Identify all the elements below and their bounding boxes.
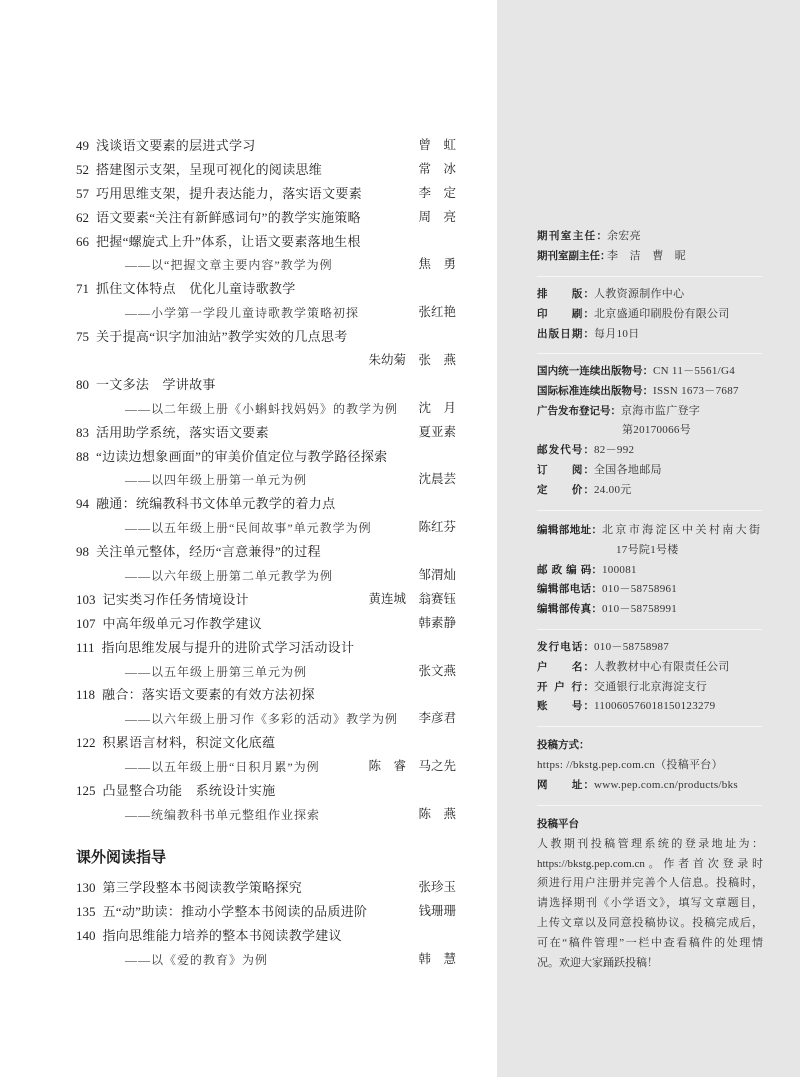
article-title: 把握“螺旋式上升”体系，让语文要素落地生根 [96, 233, 361, 249]
article-title: 抓住文体特点 优化儿童诗歌教学 [96, 281, 296, 297]
toc-entry [76, 683, 456, 731]
platform-text-line: 人教期刊投稿管理系统的登录地址为： [537, 837, 763, 850]
masthead-row [537, 247, 763, 267]
toc-subtitle-line [76, 755, 456, 779]
toc-title-line [76, 325, 456, 349]
toc-title-line [76, 900, 456, 924]
article-subtitle: ——以二年级上册《小蝌蚪找妈妈》的教学为例 [125, 401, 399, 416]
article-author: 沈晨芸 [418, 472, 456, 487]
platform-heading: 投稿平台 [537, 818, 579, 830]
toc-title-line [76, 876, 456, 900]
page-number: 98 [76, 544, 89, 560]
masthead-row [537, 776, 763, 796]
toc-entry [76, 636, 456, 684]
masthead-value: 全国各地邮局 [594, 463, 662, 476]
divider [537, 510, 762, 511]
page-number: 83 [76, 424, 89, 440]
article-subtitle: ——以《爱的教育》为例 [125, 952, 269, 967]
masthead-value-continued: 17号院1号楼 [616, 543, 679, 556]
masthead-row [537, 305, 763, 325]
masthead-row [537, 461, 763, 481]
masthead-value: 110060576018150123279 [594, 700, 716, 713]
divider [537, 629, 762, 630]
masthead-label: 排 版： [537, 288, 594, 300]
article-title: 积累语言材料，积淀文化底蕴 [102, 735, 276, 751]
article-author: 陈 燕 [418, 806, 456, 821]
platform-text-line: 须进行用户注册并完善个人信息。投稿时， [537, 877, 763, 890]
toc-title-line [76, 277, 456, 301]
toc-subtitle-line [76, 707, 456, 731]
article-title: 一文多法 学讲故事 [96, 376, 216, 392]
toc-entry [76, 731, 456, 779]
article-title: 中高年级单元习作教学建议 [102, 615, 263, 631]
masthead-row [537, 362, 763, 382]
masthead-label: 广告发布登记号： [537, 404, 621, 417]
page-number: 140 [76, 927, 96, 943]
article-title: 关于提高“识字加油站”教学实效的几点思考 [96, 329, 348, 345]
article-title: 融通：统编教科书文体单元教学的着力点 [96, 496, 336, 512]
masthead-row [537, 402, 763, 422]
masthead-label: 编辑部电话： [537, 583, 602, 596]
toc-entry [76, 134, 456, 158]
page-number: 49 [76, 138, 89, 153]
masthead-value: 每月10日 [594, 327, 640, 340]
article-subtitle: ——以四年级上册第一单元为例 [125, 473, 308, 488]
article-subtitle: ——以五年级上册“日积月累”为例 [125, 760, 320, 775]
page-number: 135 [76, 903, 96, 919]
submission-platform [537, 815, 763, 973]
toc-title-line [76, 206, 456, 230]
article-author: 张珍玉 [418, 880, 456, 894]
masthead-row [537, 580, 763, 600]
masthead-registration [537, 362, 763, 501]
masthead-editorial [537, 521, 763, 620]
toc-entry [76, 373, 456, 421]
masthead-row [537, 697, 763, 717]
article-title: 语文要素“关注有新鲜感词句”的教学实施策略 [96, 209, 361, 225]
masthead-row [537, 521, 763, 541]
platform-text-line: 请选择期刊《小学语文》，填写文章题目， [537, 897, 763, 910]
article-author: 韩 慧 [418, 951, 456, 966]
article-author: 李彦君 [418, 711, 456, 726]
toc-title-line [76, 612, 456, 636]
platform-text-line: 上传文章以及同意投稿协议。投稿完成后， [537, 916, 763, 929]
masthead-row [537, 227, 763, 247]
toc-subtitle-line [76, 564, 456, 588]
toc-title-line [76, 924, 456, 948]
masthead-row [537, 481, 763, 501]
toc-entry [76, 876, 456, 900]
article-subtitle: ——以五年级上册“民间故事”单元教学为例 [125, 521, 372, 536]
masthead-row [537, 658, 763, 678]
masthead-label: 编辑部地址： [537, 524, 602, 536]
toc-entry [76, 182, 456, 206]
masthead-value: 82－992 [594, 444, 635, 457]
article-title: 搭建图示支架，呈现可视化的阅读思维 [96, 161, 323, 177]
masthead-label: 期刊室主任： [537, 230, 607, 242]
article-subtitle: ——统编教科书单元整组作业探索 [125, 807, 321, 822]
article-author: 张红艳 [418, 305, 456, 320]
masthead-value: 人教资源制作中心 [594, 288, 685, 300]
toc-entry [76, 588, 456, 612]
masthead-row [537, 441, 763, 461]
toc-entry [76, 900, 456, 924]
toc-entry [76, 206, 456, 230]
divider [537, 276, 762, 277]
masthead-label: 订 阅： [537, 463, 594, 476]
masthead-row [537, 678, 763, 698]
toc-subtitle-line [76, 803, 456, 827]
article-title: 指向思维发展与提升的进阶式学习活动设计 [101, 639, 355, 655]
masthead-row [537, 325, 763, 345]
article-title: 记实类习作任务情境设计 [102, 591, 249, 607]
article-title: 指向思维能力培养的整本书阅读教学建议 [102, 927, 342, 943]
article-author: 周 亮 [418, 209, 456, 224]
masthead-row [537, 561, 763, 581]
toc-title-line [76, 230, 456, 254]
toc-entry [76, 779, 456, 827]
toc-entry [76, 540, 456, 588]
section-heading: 课外阅读指导 [76, 848, 167, 866]
submission-platform-url: https: //bkstg.pep.com.cn（投稿平台） [537, 758, 723, 771]
article-author: 陈 睿 马之先 [368, 759, 456, 774]
masthead-label: 出版日期： [537, 327, 594, 340]
article-title: 凸显整合功能 系统设计实施 [102, 783, 276, 799]
masthead-value: 010－58758991 [602, 603, 678, 616]
toc-title-line [76, 182, 456, 206]
page-number: 111 [76, 639, 95, 655]
toc-title-line [76, 134, 456, 158]
page-number: 118 [76, 687, 96, 703]
masthead-value: 北京盛通印刷股份有限公司 [594, 307, 730, 320]
article-title: 五“动”助读：推动小学整本书阅读的品质进阶 [102, 903, 368, 919]
page-number: 66 [76, 233, 89, 249]
toc-entry [76, 421, 456, 445]
platform-text-line: https://bkstg.pep.com.cn。作者首次登录时 [537, 857, 763, 870]
page-number: 75 [76, 329, 89, 345]
masthead-row [537, 541, 763, 561]
toc-subtitle-line [76, 660, 456, 684]
masthead-value: 余宏亮 [607, 230, 641, 242]
toc-author-line [76, 349, 456, 373]
masthead-label: 期刊室副主任： [537, 249, 611, 262]
masthead-label: 印 刷： [537, 307, 594, 320]
article-subtitle: ——小学第一学段儿童诗歌教学策略初探 [125, 306, 360, 321]
article-author: 黄连城 翁赛钰 [368, 591, 456, 606]
page-number: 80 [76, 376, 89, 392]
masthead-production [537, 285, 763, 344]
masthead-value: 010－58758987 [594, 641, 670, 653]
toc-title-line [76, 445, 456, 469]
website-url: www.pep.com.cn/products/bks [594, 778, 738, 791]
article-title: 活用助学系统，落实语文要素 [96, 424, 269, 440]
masthead-row [537, 756, 763, 776]
masthead-distribution [537, 638, 763, 717]
article-title: 关注单元整体，经历“言意兼得”的过程 [96, 544, 321, 560]
toc-entry [76, 325, 456, 373]
toc-subtitle-line [76, 253, 456, 277]
toc-subtitle-line [76, 516, 456, 540]
page-number: 103 [76, 591, 96, 607]
article-author: 沈 月 [418, 400, 456, 415]
toc-subtitle-line [76, 301, 456, 325]
masthead-row [537, 815, 763, 835]
masthead-value: 李 洁 曹 昵 [607, 249, 687, 262]
masthead-staff [537, 227, 763, 267]
article-author: 邹渭灿 [418, 568, 456, 583]
toc-subtitle-line [76, 468, 456, 492]
toc-entry [76, 445, 456, 493]
masthead-label: 账 号： [537, 700, 594, 713]
masthead-row [537, 600, 763, 620]
article-author: 曾 虹 [418, 138, 456, 152]
platform-text-line: 可在“稿件管理”一栏中查看稿件的处理情 [537, 936, 763, 949]
masthead-value: 北京市海淀区中关村南大街 [602, 524, 760, 536]
article-title: “边读边想象画面”的审美价值定位与教学路径探索 [96, 448, 388, 464]
reading-guide-list [76, 876, 456, 972]
page-number: 71 [76, 281, 89, 297]
masthead-value: 100081 [602, 563, 637, 576]
page-number: 52 [76, 161, 89, 177]
masthead-label: 发行电话： [537, 641, 594, 653]
article-title: 巧用思维支架，提升表达能力，落实语文要素 [96, 185, 363, 201]
submission-info [537, 736, 763, 795]
page-number: 125 [76, 783, 96, 799]
masthead-row [537, 736, 763, 756]
article-author: 常 冰 [418, 161, 456, 176]
masthead-value: CN 11－5561/G4 [653, 365, 736, 377]
masthead-label: 国际标准连续出版物号： [537, 384, 653, 397]
page-number: 57 [76, 185, 89, 201]
toc-entry [76, 492, 456, 540]
masthead-value: 010－58758961 [602, 583, 678, 596]
divider [537, 805, 762, 806]
masthead-row [537, 421, 763, 441]
masthead-value: 24.00元 [594, 483, 632, 496]
masthead-value: 京海市监广登字 [621, 404, 701, 417]
article-author: 张文燕 [418, 663, 456, 678]
page-number: 62 [76, 209, 89, 225]
page-number: 122 [76, 735, 96, 751]
submission-heading: 投稿方式： [537, 739, 590, 751]
toc-title-line [76, 373, 456, 397]
toc-entry [76, 612, 456, 636]
masthead-row [537, 285, 763, 305]
toc-title-line [76, 421, 456, 445]
masthead-label: 定 价： [537, 483, 594, 496]
page-number: 94 [76, 496, 89, 512]
article-subtitle: ——以五年级上册第三单元为例 [125, 664, 308, 679]
toc-title-line [76, 492, 456, 516]
toc-title-line [76, 540, 456, 564]
article-title: 第三学段整本书阅读教学策略探究 [102, 880, 303, 895]
toc-title-line [76, 731, 456, 755]
article-subtitle: ——以六年级上册第二单元教学为例 [125, 569, 334, 584]
toc-title-line [76, 779, 456, 803]
toc-subtitle-line [76, 948, 456, 972]
masthead-label: 国内统一连续出版物号： [537, 365, 653, 377]
toc-title-line [76, 683, 456, 707]
article-author: 陈红芬 [418, 520, 456, 535]
article-author: 钱珊珊 [418, 903, 456, 918]
page-number: 130 [76, 880, 96, 895]
platform-text-line: 况。欢迎大家踊跃投稿！ [537, 956, 658, 969]
article-author: 焦 勇 [418, 257, 456, 272]
article-subtitle: ——以“把握文章主要内容”教学为例 [125, 258, 333, 273]
article-subtitle: ——以六年级上册习作《多彩的活动》教学为例 [125, 712, 399, 727]
toc-title-line [76, 158, 456, 182]
masthead-label: 编辑部传真： [537, 603, 602, 616]
article-author: 夏亚素 [418, 424, 456, 439]
masthead-label: 网 址： [537, 778, 594, 791]
article-title: 浅谈语文要素的层进式学习 [96, 138, 256, 153]
masthead-label: 开 户 行： [537, 680, 594, 693]
toc-title-line [76, 636, 456, 660]
masthead-label: 邮 政 编 码： [537, 563, 602, 576]
toc-subtitle-line [76, 397, 456, 421]
toc-entry [76, 230, 456, 278]
toc-entry [76, 924, 456, 972]
masthead-label: 户 名： [537, 660, 594, 673]
masthead-value: 人教教材中心有限责任公司 [594, 660, 730, 673]
page-number: 88 [76, 448, 89, 464]
masthead-row [537, 382, 763, 402]
masthead-row [537, 638, 763, 658]
toc-title-line [76, 588, 456, 612]
divider [537, 726, 762, 727]
article-title: 融合：落实语文要素的有效方法初探 [102, 687, 315, 703]
table-of-contents [76, 134, 456, 827]
article-author: 朱幼菊 张 燕 [368, 353, 456, 368]
article-author: 李 定 [418, 185, 456, 200]
divider [537, 353, 762, 354]
toc-entry [76, 158, 456, 182]
masthead-value: 交通银行北京海淀支行 [594, 680, 707, 693]
masthead-value: ISSN 1673－7687 [653, 384, 739, 397]
page-number: 107 [76, 615, 96, 631]
article-author: 韩素静 [418, 615, 456, 630]
masthead-label: 邮发代号： [537, 444, 594, 457]
toc-entry [76, 277, 456, 325]
masthead-value-continued: 第20170066号 [622, 424, 691, 437]
